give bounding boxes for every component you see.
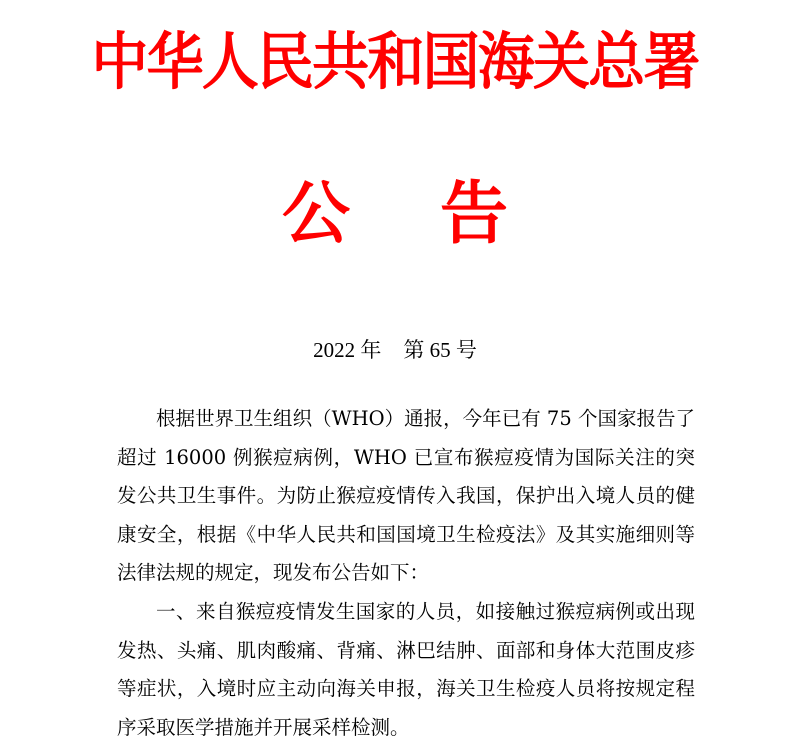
doc-issue-number: 第 65 号: [403, 338, 477, 362]
title-char-gao: 告: [440, 175, 509, 254]
document-body: [117, 400, 695, 747]
title-char-gong: 公: [281, 175, 350, 254]
document-title: [0, 175, 790, 255]
paragraph-intro: 根据世界卫生组织（WHO）通报，今年已有 75 个国家报告了超过 16000 例猴痘病例，WHO 已宣布猴痘疫情为国际关注的突发公共卫生事件。为防止猴痘疫情传入我国，保护出入境人员的健康安全，根据《中华人民共和国国境卫生检疫法》及其实施细则等法律法规的规定，现发布公告如下：: [117, 407, 695, 585]
paragraph-item-1: 一、来自猴痘疫情发生国家的人员，如接触过猴痘病例或出现发热、头痛、肌肉酸痛、背痛、淋巴结肿、面部和身体大范围皮疹等症状，入境时应主动向海关申报，海关卫生检疫人员将按规定程序采取医学措施并开展采样检测。: [117, 599, 695, 739]
doc-year: 2022 年: [313, 338, 382, 362]
document-number: [0, 336, 790, 364]
issuing-organization-header: 中华人民共和国海关总署: [91, 25, 699, 98]
